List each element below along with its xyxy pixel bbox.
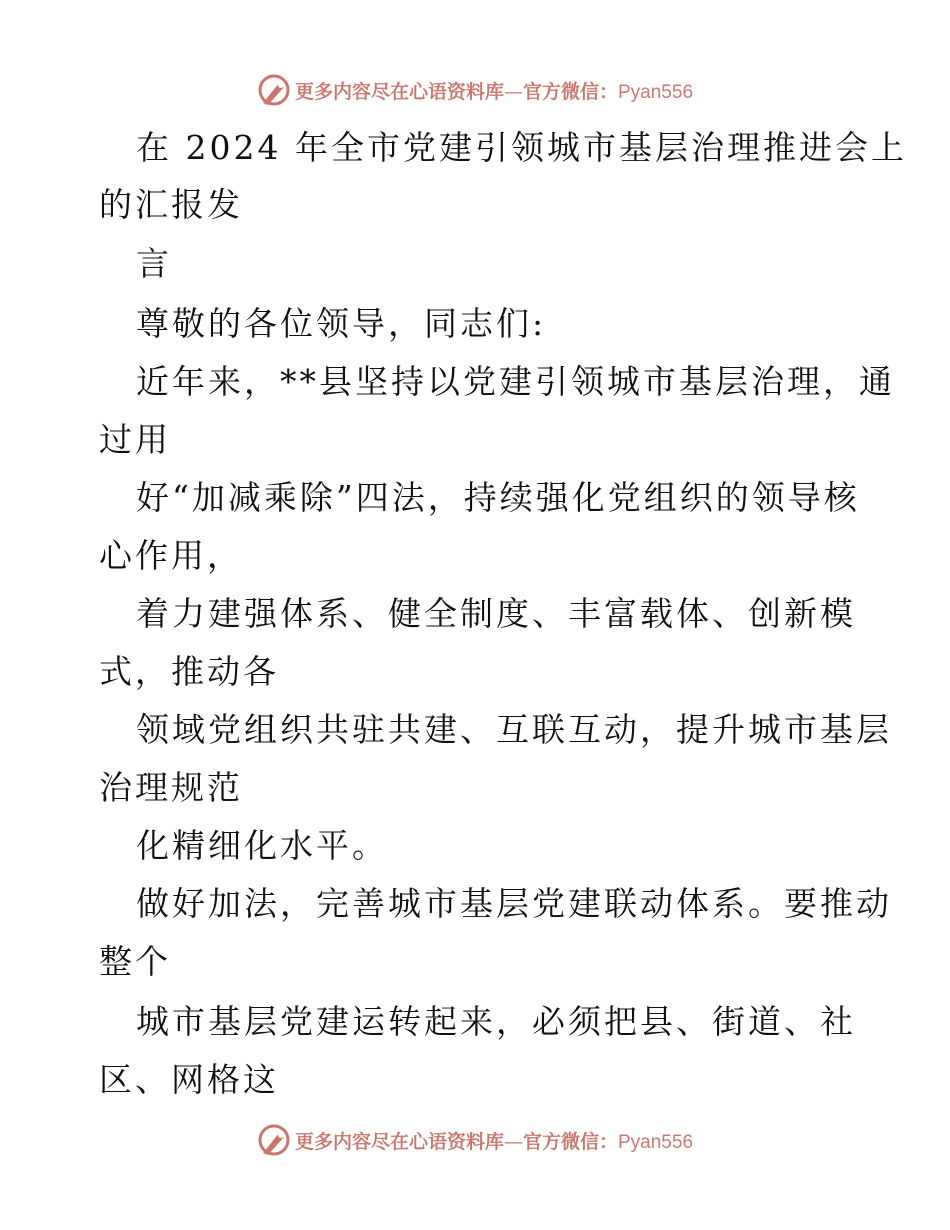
footer-banner-wechat-id: Pyan556 [618, 1131, 694, 1153]
body-line: 治理规范 [99, 768, 243, 807]
body-line: 区、网格这 [99, 1060, 279, 1099]
footer-watermark-banner [0, 1120, 950, 1160]
body-line: 心作用， [99, 536, 243, 575]
pen-logo-icon [257, 73, 291, 107]
header-banner-dash: — [503, 80, 523, 103]
body-line: 整个 [99, 942, 171, 981]
header-banner-label: 官方微信： [522, 80, 618, 103]
footer-banner-dash: — [503, 1130, 523, 1153]
body-line: 近年来，**县坚持以党建引领城市基层治理，通 [136, 362, 895, 401]
body-line: 言 [136, 244, 172, 283]
body-line: 好“加减乘除”四法，持续强化党组织的领导核 [136, 478, 860, 517]
body-line: 着力建强体系、健全制度、丰富载体、创新模 [136, 594, 856, 633]
body-line: 领域党组织共驻共建、互联互动，提升城市基层 [136, 710, 892, 749]
header-banner-text [295, 77, 693, 104]
footer-banner-label: 官方微信： [522, 1130, 618, 1153]
header-banner-slogan: 更多内容尽在心语资料库 [294, 80, 504, 103]
body-line: 城市基层党建运转起来，必须把县、街道、社 [136, 1002, 856, 1041]
body-line: 尊敬的各位领导，同志们: [136, 304, 547, 343]
body-line: 的汇报发 [99, 185, 243, 224]
body-line: 做好加法，完善城市基层党建联动体系。要推动 [136, 884, 892, 923]
body-line: 过用 [99, 420, 171, 459]
body-line: 在 2024 年全市党建引领城市基层治理推进会上 [136, 128, 907, 167]
pen-logo-icon [257, 1123, 291, 1157]
footer-banner-slogan: 更多内容尽在心语资料库 [294, 1130, 504, 1153]
header-banner-wechat-id: Pyan556 [618, 81, 694, 103]
body-line: 式，推动各 [99, 652, 279, 691]
footer-banner-text [295, 1127, 693, 1154]
header-watermark-banner [0, 70, 950, 110]
body-line: 化精细化水平。 [136, 826, 388, 865]
